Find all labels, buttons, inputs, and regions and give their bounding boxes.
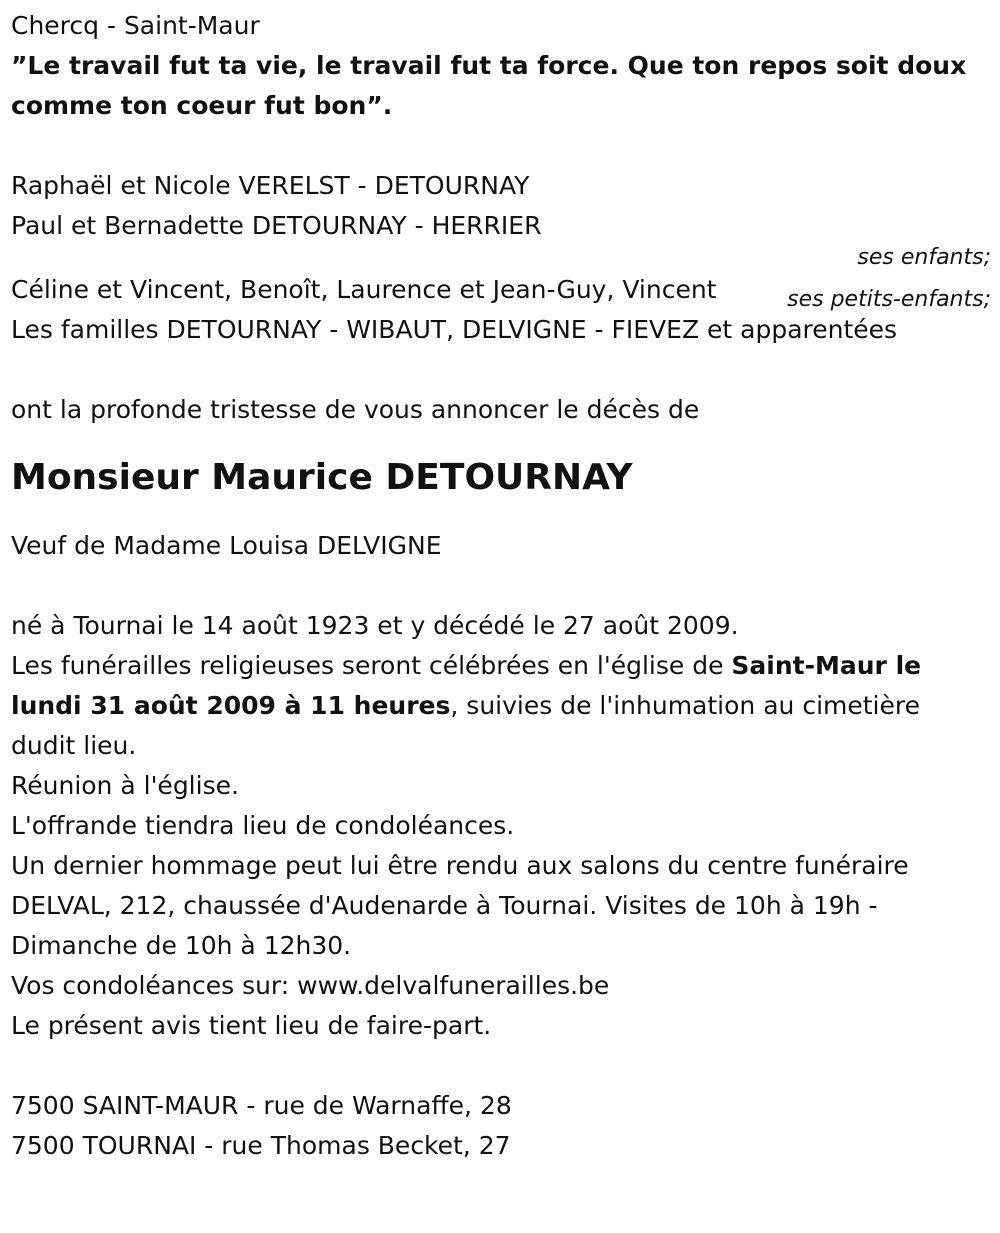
families-line: Les familles DETOURNAY - WIBAUT, DELVIGNE - FIEVEZ et apparentées — [11, 315, 898, 344]
funeral-outro: , suivies de l'inhumation au cimetière dudit lieu. — [11, 691, 920, 760]
announcement-line: ont la profonde tristesse de vous annoncer le décès de — [11, 395, 700, 424]
children-label: ses enfants; — [857, 245, 991, 270]
tribute-paragraph: Un dernier hommage peut lui être rendu aux salons du centre funéraire DELVAL, 212, chaussée d'Audenarde à Tournai. Visites de 10h à 19h - Dimanche de 10h à 12h30. — [11, 851, 909, 960]
deceased-name: Monsieur Maurice DETOURNAY — [11, 457, 633, 498]
child-line: Paul et Bernadette DETOURNAY - HERRIER — [11, 211, 542, 240]
child-line: Raphaël et Nicole VERELST - DETOURNAY — [11, 171, 530, 200]
offering-line: L'offrande tiendra lieu de condoléances. — [11, 811, 515, 840]
spacer — [11, 566, 991, 606]
meeting-line: Réunion à l'église. — [11, 771, 239, 800]
grandchildren-label: ses petits-enfants; — [787, 287, 991, 312]
grandchildren-line: Céline et Vincent, Benoît, Laurence et Jean-Guy, Vincent — [11, 275, 717, 304]
place-heading: Chercq - Saint-Maur — [11, 11, 260, 40]
obituary-notice — [11, 6, 991, 1166]
address-line: 7500 TOURNAI - rue Thomas Becket, 27 — [11, 1131, 511, 1160]
notice-line: Le présent avis tient lieu de faire-part. — [11, 1011, 492, 1040]
address-line: 7500 SAINT-MAUR - rue de Warnaffe, 28 — [11, 1091, 512, 1120]
epitaph-quote: ”Le travail fut ta vie, le travail fut ta force. Que ton repos soit doux comme ton coeur fut bon”. — [11, 51, 967, 120]
grandchildren-row — [11, 270, 991, 310]
funeral-intro: Les funérailles religieuses seront célébrées en l'église de — [11, 651, 732, 680]
condolences-line: Vos condoléances sur: www.delvalfunerailles.be — [11, 971, 610, 1000]
funeral-paragraph — [11, 646, 991, 766]
spacer — [11, 126, 991, 166]
widower-line: Veuf de Madame Louisa DELVIGNE — [11, 531, 442, 560]
funeral-date-time: Saint-Maur le lundi 31 août 2009 à 11 heures — [11, 651, 922, 720]
birth-death-line: né à Tournai le 14 août 1923 et y décédé le 27 août 2009. — [11, 611, 739, 640]
spacer — [11, 350, 991, 390]
spacer — [11, 1046, 991, 1086]
